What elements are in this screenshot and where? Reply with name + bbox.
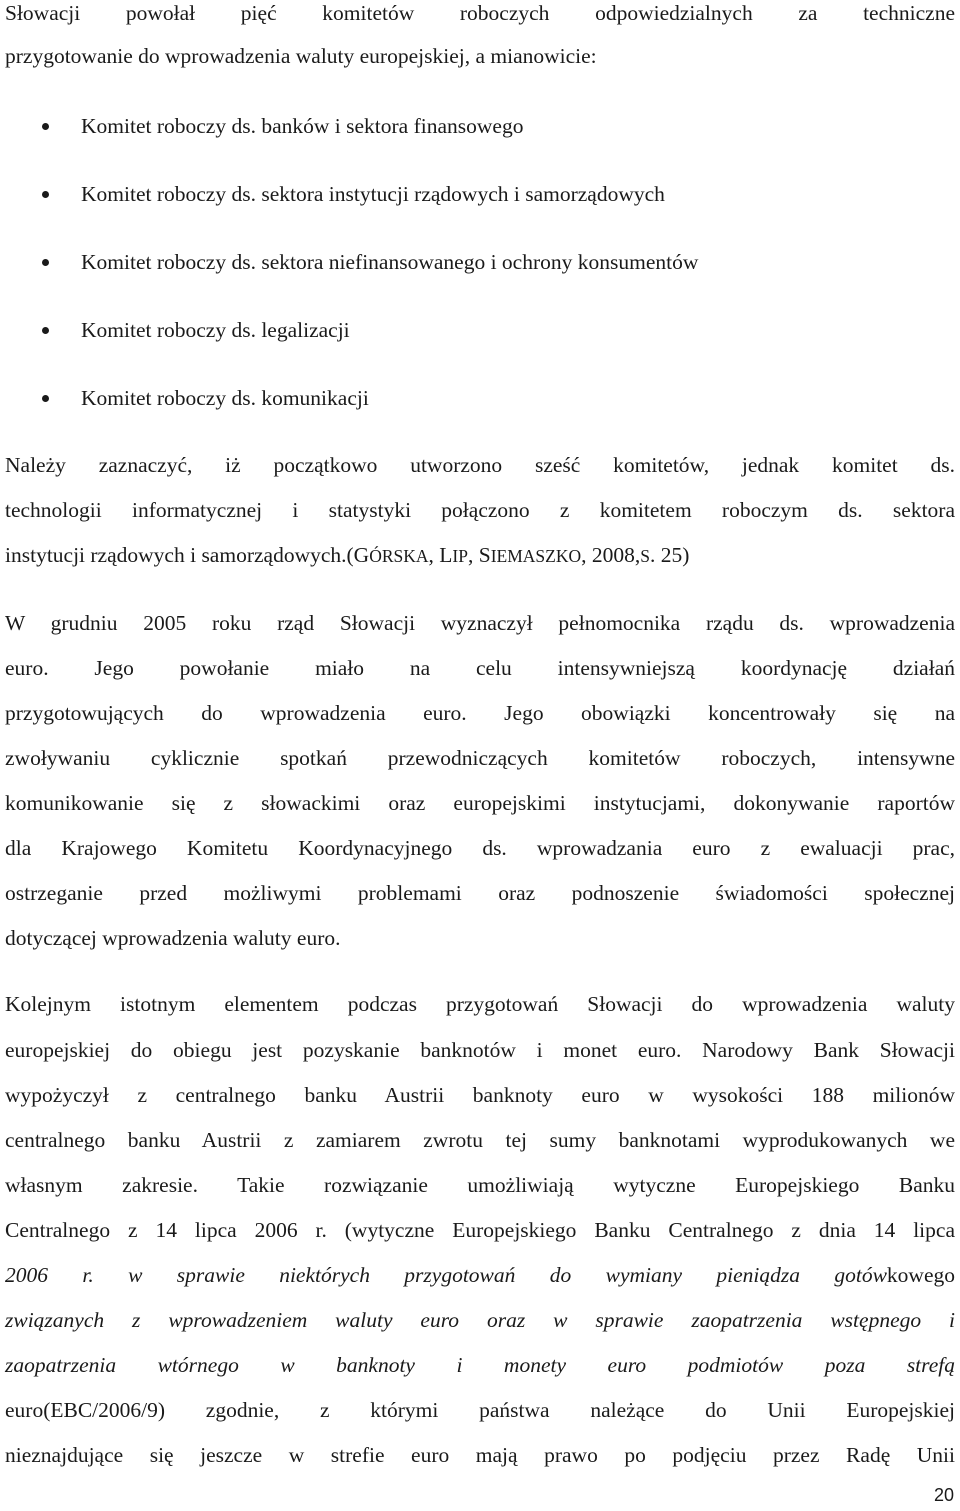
bullet-icon [42,123,49,130]
list-item-text: Komitet roboczy ds. banków i sektora finansowego [81,114,524,138]
paragraph-line: zwoływaniu cyklicznie spotkań przewodniczących komitetów roboczych, intensywne [5,746,955,770]
intro-line-2: przygotowanie do wprowadzenia waluty europejskiej, a mianowicie: [5,44,597,68]
paragraph-line: dotyczącej wprowadzenia waluty euro. [5,926,341,950]
paragraph-line: Centralnego z 14 lipca 2006 r. (wytyczne Europejskiego Banku Centralnego z dnia 14 lipca [5,1218,955,1242]
paragraph-line: Należy zaznaczyć, iż początkowo utworzono sześć komitetów, jednak komitet ds. [5,453,955,477]
paragraph-line: Kolejnym istotnym elementem podczas przygotowań Słowacji do wprowadzenia waluty [5,992,955,1016]
paragraph-line-italic: związanych z wprowadzeniem waluty euro oraz w sprawie zaopatrzenia wstępnego i [5,1308,955,1332]
regular-text: kowego [886,1263,955,1287]
paragraph-line: ostrzeganie przed możliwymi problemami oraz podnoszenie świadomości społecznej [5,881,955,905]
list-item-text: Komitet roboczy ds. sektora instytucji rządowych i samorządowych [81,182,665,206]
paragraph-line: W grudniu 2005 roku rząd Słowacji wyznaczył pełnomocnika rządu ds. wprowadzenia [5,611,955,635]
bullet-icon [42,259,49,266]
paragraph-line: przygotowujących do wprowadzenia euro. Jego obowiązki koncentrowały się na [5,701,955,725]
list-item-text: Komitet roboczy ds. legalizacji [81,318,350,342]
paragraph-line-with-citation [5,542,955,569]
paragraph-line: komunikowanie się z słowackimi oraz europejskimi instytucjami, dokonywanie raportów [5,791,955,815]
paragraph-line: wypożyczył z centralnego banku Austrii banknoty euro w wysokości 188 milionów [5,1083,955,1107]
citation: (GÓRSKA, LIP, SIEMASZKO, 2008,S. 25) [346,543,690,567]
bullet-icon [42,191,49,198]
italic-text: 2006 r. w sprawie niektórych przygotowań do wymiany pieniądza gotów [5,1263,887,1287]
paragraph-text: instytucji rządowych i samorządowych. [5,543,347,567]
paragraph-line: europejskiej do obiegu jest pozyskanie banknotów i monet euro. Narodowy Bank Słowacji [5,1038,955,1062]
paragraph-line: własnym zakresie. Takie rozwiązanie umożliwiają wytyczne Europejskiego Banku [5,1173,955,1197]
paragraph-line: dla Krajowego Komitetu Koordynacyjnego ds. wprowadzania euro z ewaluacji prac, [5,836,955,860]
paragraph-line: euro(EBC/2006/9) zgodnie, z którymi państwa należące do Unii Europejskiej [5,1398,955,1422]
paragraph-line: nieznajdujące się jeszcze w strefie euro mają prawo po podjęciu przez Radę Unii [5,1443,955,1467]
list-item-text: Komitet roboczy ds. sektora niefinansowanego i ochrony konsumentów [81,250,699,274]
paragraph-line-mixed [5,1262,955,1288]
paragraph-line: euro. Jego powołanie miało na celu intensywniejszą koordynację działań [5,656,955,680]
paragraph-line: centralnego banku Austrii z zamiarem zwrotu tej sumy banknotami wyprodukowanych we [5,1128,955,1152]
bullet-icon [42,327,49,334]
paragraph-line-italic: zaopatrzenia wtórnego w banknoty i monety euro podmiotów poza strefą [5,1353,955,1377]
page-number: 20 [933,1485,954,1505]
paragraph-line: technologii informatycznej i statystyki połączono z komitetem roboczym ds. sektora [5,498,955,522]
bullet-icon [42,395,49,402]
list-item-text: Komitet roboczy ds. komunikacji [81,386,369,410]
intro-line-1: Słowacji powołał pięć komitetów roboczych odpowiedzialnych za techniczne [5,1,955,25]
